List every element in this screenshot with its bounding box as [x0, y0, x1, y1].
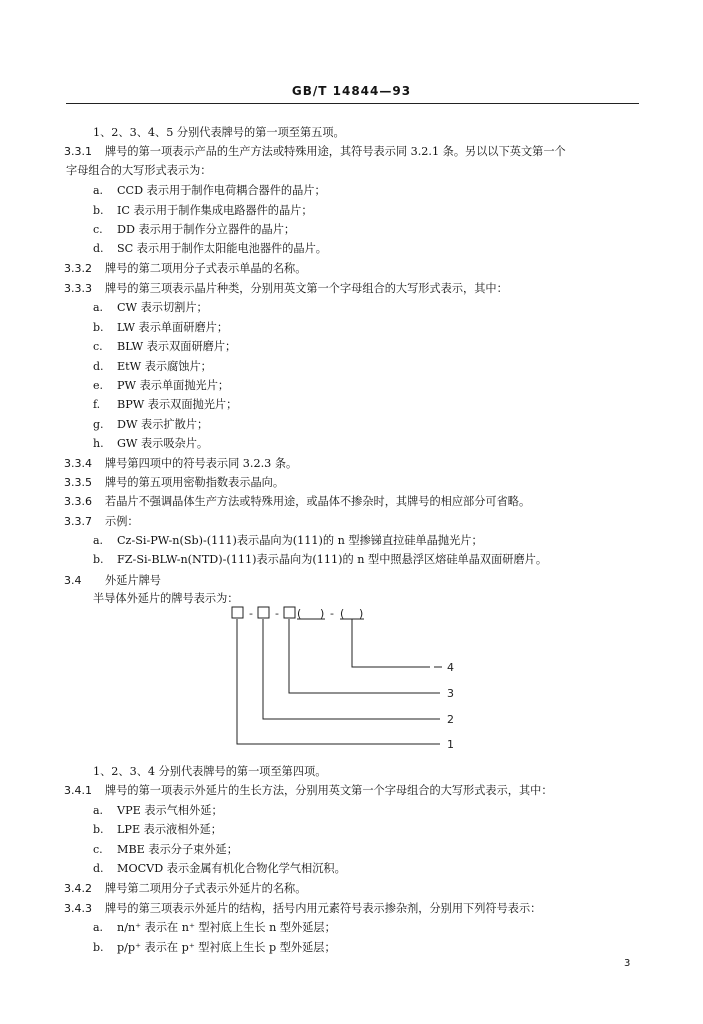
text-line: 牌号的第二项用分子式表示单晶的名称。: [105, 262, 307, 275]
list-marker: a.: [93, 301, 104, 314]
text-line: LW 表示单面研磨片；: [117, 321, 229, 334]
list-marker: g.: [93, 418, 104, 431]
list-marker: f.: [93, 398, 101, 411]
diagram-label-2: 2: [447, 713, 454, 726]
section-number: 3.3.4: [64, 457, 92, 470]
page-header: GB/T 14844—93: [291, 84, 412, 98]
text-line: 牌号的第三项表示外延片的结构，括号内用元素符号表示掺杂剂，分别用下列符号表示：: [105, 902, 542, 915]
text-line: 1、2、3、4 分别代表牌号的第一项至第四项。: [93, 765, 327, 778]
diagram-label-1: 1: [447, 738, 454, 751]
list-marker: c.: [93, 223, 103, 236]
section-number: 3.3.1: [64, 145, 92, 158]
text-line: LPE 表示液相外延；: [117, 823, 222, 836]
leader-line-4: [352, 619, 430, 667]
text-line: Cz-Si-PW-n(Sb)-(111)表示晶向为(111)的 n 型掺锑直拉硅单晶抛光片；: [117, 534, 483, 547]
text-line: 示例：: [105, 515, 139, 528]
section-number: 3.4: [64, 574, 82, 587]
section-number: 3.3.5: [64, 476, 92, 489]
leader-line-3: [289, 619, 440, 693]
diagram-dash-2: -: [275, 607, 279, 620]
section-number: 3.4.1: [64, 784, 92, 797]
diagram-paren-open-2: (: [340, 607, 345, 620]
list-marker: h.: [93, 437, 104, 450]
list-marker: c.: [93, 843, 103, 856]
text-line: VPE 表示气相外延；: [117, 804, 223, 817]
section-number: 3.4.3: [64, 902, 92, 915]
text-line: 牌号的第三项表示晶片种类，分别用英文第一个字母组合的大写形式表示，其中：: [105, 282, 508, 295]
diagram-paren-open-1: (: [297, 607, 302, 620]
diagram-box-1: [232, 607, 243, 618]
diagram-dash-3: -: [330, 607, 334, 620]
text-line: 牌号的第一项表示外延片的生长方法，分别用英文第一个字母组合的大写形式表示，其中：: [105, 784, 553, 797]
diagram-label-3: 3: [447, 687, 454, 700]
text-line: 字母组合的大写形式表示为：: [66, 164, 212, 177]
text-line: 1、2、3、4、5 分别代表牌号的第一项至第五项。: [93, 126, 345, 139]
text-line: FZ-Si-BLW-n(NTD)-(111)表示晶向为(111)的 n 型中照悬浮区熔硅单晶双面研磨片。: [117, 553, 548, 566]
text-line: 牌号的第五项用密勒指数表示晶向。: [105, 476, 285, 489]
list-marker: c.: [93, 340, 103, 353]
text-line: n/n⁺ 表示在 n⁺ 型衬底上生长 n 型外延层；: [117, 921, 336, 934]
text-line: 牌号第四项中的符号表示同 3.2.3 条。: [105, 457, 298, 470]
text-line: 外延片牌号: [105, 574, 161, 587]
list-marker: a.: [93, 534, 104, 547]
text-line: DW 表示扩散片；: [117, 418, 209, 431]
diagram-paren-close-1: ): [320, 607, 325, 620]
text-line: IC 表示用于制作集成电路器件的晶片；: [117, 204, 313, 217]
list-marker: a.: [93, 921, 104, 934]
page-number: 3: [624, 958, 631, 969]
list-marker: a.: [93, 184, 104, 197]
leader-line-1: [237, 619, 440, 744]
text-line: GW 表示吸杂片。: [117, 437, 209, 450]
text-line: BPW 表示双面抛光片；: [117, 398, 238, 411]
list-marker: b.: [93, 204, 104, 217]
list-marker: b.: [93, 321, 104, 334]
list-marker: b.: [93, 553, 104, 566]
text-line: MOCVD 表示金属有机化合物化学气相沉积。: [117, 862, 346, 875]
diagram-label-4: 4: [447, 661, 454, 674]
text-line: PW 表示单面抛光片；: [117, 379, 230, 392]
text-line: 牌号第二项用分子式表示外延片的名称。: [105, 882, 307, 895]
diagram-dash-1: -: [249, 607, 253, 620]
diagram-box-2: [258, 607, 269, 618]
list-marker: d.: [93, 862, 104, 875]
section-number: 3.3.7: [64, 515, 92, 528]
text-line: 半导体外延片的牌号表示为：: [93, 592, 239, 605]
text-line: DD 表示用于制作分立器件的晶片；: [117, 223, 296, 236]
section-number: 3.3.3: [64, 282, 92, 295]
section-number: 3.4.2: [64, 882, 92, 895]
list-marker: a.: [93, 804, 104, 817]
list-marker: d.: [93, 242, 104, 255]
diagram-paren-close-2: ): [359, 607, 364, 620]
section-number: 3.3.2: [64, 262, 92, 275]
text-line: p/p⁺ 表示在 p⁺ 型衬底上生长 p 型外延层；: [117, 941, 336, 954]
text-line: SC 表示用于制作太阳能电池器件的晶片。: [117, 242, 327, 255]
list-marker: b.: [93, 941, 104, 954]
list-marker: d.: [93, 360, 104, 373]
section-number: 3.3.6: [64, 495, 92, 508]
text-line: EtW 表示腐蚀片；: [117, 360, 212, 373]
diagram-box-3: [284, 607, 295, 618]
text-line: BLW 表示双面研磨片；: [117, 340, 237, 353]
text-line: CCD 表示用于制作电荷耦合器件的晶片；: [117, 184, 326, 197]
list-marker: e.: [93, 379, 104, 392]
text-line: MBE 表示分子束外延；: [117, 843, 238, 856]
list-marker: b.: [93, 823, 104, 836]
text-line: 牌号的第一项表示产品的生产方法或特殊用途，其符号表示同 3.2.1 条。另以以下英文第一个: [105, 145, 566, 158]
text-line: 若晶片不强调晶体生产方法或特殊用途，或晶体不掺杂时，其牌号的相应部分可省略。: [105, 495, 531, 508]
text-line: CW 表示切割片；: [117, 301, 208, 314]
